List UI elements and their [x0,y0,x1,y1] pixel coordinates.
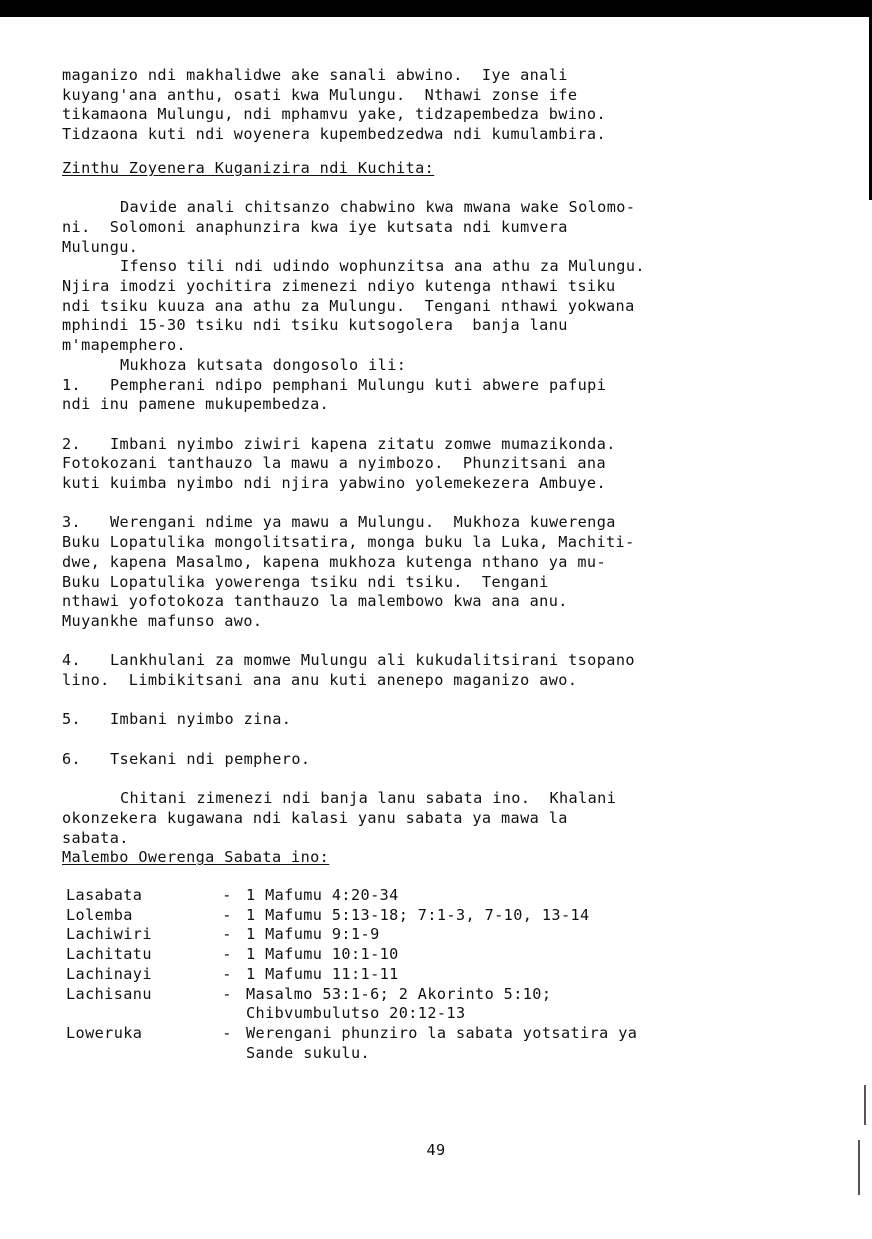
step-item [62,376,802,415]
step-item [62,435,802,494]
reading-reference: 1 Mafumu 9:1-9 [246,925,380,944]
paragraph-chitani: Chitani zimenezi ndi banja lanu sabata ino. Khalani okonzekera kugawana ndi kalasi yanu sabata ya mawa la sabata. [62,789,617,847]
intro-line: tikamaona Mulungu, ndi mphamvu yake, tidzapembedza bwino. [62,105,606,124]
reading-day: Lolemba [66,905,133,924]
reading-row [66,965,766,985]
paragraph-mukhoza: Mukhoza kutsata dongosolo ili: [120,355,407,374]
reading-reference: 1 Mafumu 10:1-10 [246,945,399,964]
reading-day: Loweruka [66,1023,143,1042]
reading-dash: - [222,925,232,944]
step-number: 4. [62,651,82,670]
document-page [62,66,802,1063]
step-number: 2. [62,434,82,453]
reading-row [66,925,766,945]
scan-artifact [858,1140,860,1195]
step-number: 3. [62,513,82,532]
reading-day: Lasabata [66,886,143,905]
step-text: Imbani nyimbo zina. [110,710,292,729]
step-number: 6. [62,749,82,768]
scan-artifact [864,1085,866,1125]
intro-line: maganizo ndi makhalidwe ake sanali abwino. Iye anali [62,66,568,84]
step-number: 5. [62,710,82,729]
reading-day: Lachitatu [66,945,152,964]
reading-day: Lachiwiri [66,925,152,944]
reading-row [66,945,766,965]
reading-row [66,906,766,926]
reading-dash: - [222,964,232,983]
reading-row [66,1024,766,1063]
step-item [62,750,802,770]
reading-dash: - [222,945,232,964]
reading-dash: - [222,886,232,905]
step-text: Pempherani ndipo pemphani Mulungu kuti abwere pafupi ndi inu pamene mukupembedza. [62,375,607,414]
step-item [62,710,802,730]
reading-reference: 1 Mafumu 5:13-18; 7:1-3, 7-10, 13-14 [246,905,590,924]
readings-table [66,886,766,1063]
step-item [62,513,802,631]
reading-row [66,886,766,906]
step-text: Tsekani ndi pemphero. [110,749,311,768]
step-text: Werengani ndime ya mawu a Mulungu. Mukhoza kuwerenga Buku Lopatulika mongolitsatira, monga buku la Luka, Machiti- dwe, kapena Masalmo, kapena mukhoza kutenga nthano ya mu- Buku Lopatulika yowerenga tsiku ndi tsiku. Tengani nthawi yofotokoza tanthauzo la malembowo kwa ana anu. Muyankhe mafunso awo. [62,513,635,630]
paragraph-davide: Davide anali chitsanzo chabwino kwa mwana wake Solomo- ni. Solomoni anaphunzira kwa iye kutsata ndi kumvera Mulungu. [62,198,636,256]
paragraph-ifenso: Ifenso tili ndi udindo wophunzitsa ana athu za Mulungu. Njira imodzi yochitira zimenezi ndiyo kutenga nthawi tsiku ndi tsiku kuuza ana athu za Mulungu. Tengani nthawi yokwana mphindi 15-30 tsiku ndi tsiku kutsogolera banja lanu m'mapemphero. [62,257,645,355]
readings-heading: Malembo Owerenga Sabata ino: [62,848,330,867]
step-text: Lankhulani za momwe Mulungu ali kukudalitsirani tsopano lino. Limbikitsani ana anu kuti anenepo maganizo awo. [62,651,635,690]
step-number: 1. [62,375,82,394]
reading-day: Lachisanu [66,984,152,1003]
reading-dash: - [222,905,232,924]
reading-dash: - [222,984,232,1003]
reading-reference: 1 Mafumu 4:20-34 [246,886,399,905]
reading-reference: Werengani phunziro la sabata yotsatira ya Sande sukulu. [246,1023,638,1062]
reading-reference: 1 Mafumu 11:1-11 [246,964,399,983]
reading-dash: - [222,1023,232,1042]
reading-day: Lachinayi [66,964,152,983]
reading-reference: Masalmo 53:1-6; 2 Akorinto 5:10; Chibvumbulutso 20:12-13 [246,984,552,1023]
intro-line: kuyang'ana anthu, osati kwa Mulungu. Nthawi zonse ife [62,85,578,104]
scan-top-border [0,0,872,17]
reading-row [66,985,766,1024]
section-heading: Zinthu Zoyenera Kuganizira ndi Kuchita: [62,158,435,177]
page-number: 49 [426,1141,446,1159]
step-item [62,651,802,690]
step-text: Imbani nyimbo ziwiri kapena zitatu zomwe mumazikonda. Fotokozani tanthauzo la mawu a nyimbozo. Phunzitsani ana kuti kuimba nyimbo ndi njira yabwino yolemekezera Ambuye. [62,434,616,493]
intro-line: Tidzaona kuti ndi woyenera kupembedzedwa ndi kumulambira. [62,125,606,144]
